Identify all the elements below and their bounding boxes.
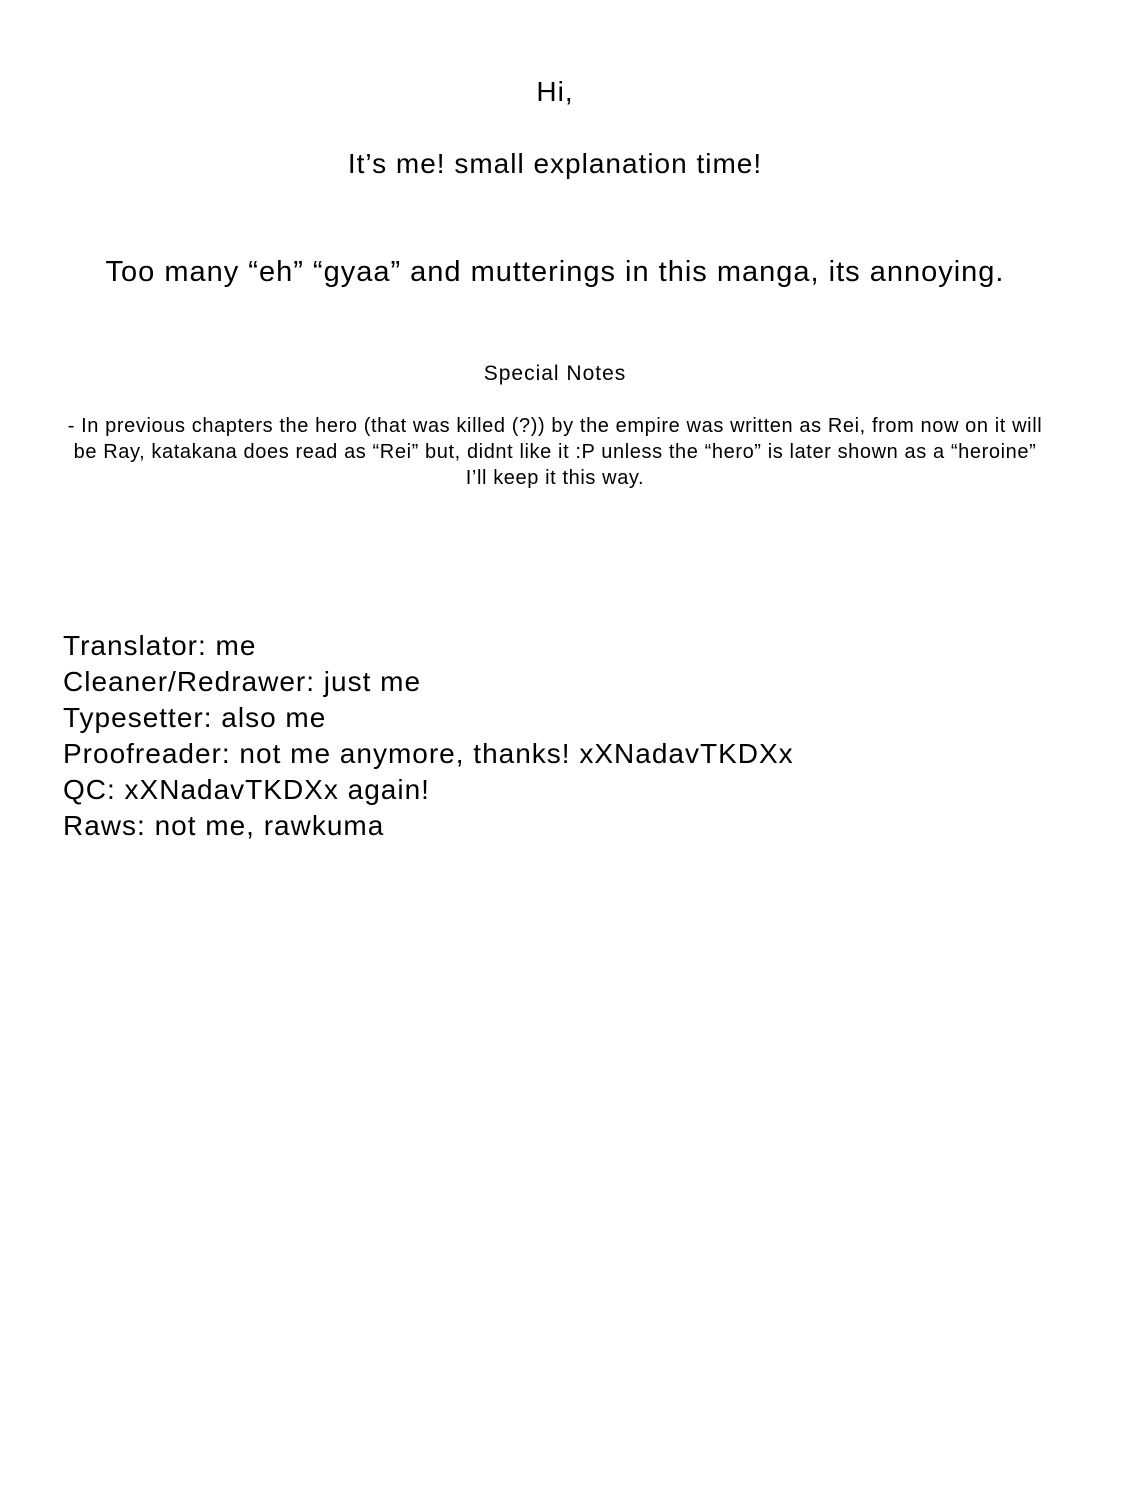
greeting-text: Hi, xyxy=(536,76,574,107)
credit-proofreader: Proofreader: not me anymore, thanks! xXNadavTKDXx xyxy=(63,738,794,769)
complaint-text: Too many “eh” “gyaa” and mutterings in this manga, its annoying. xyxy=(105,256,1005,288)
credit-translator: Translator: me xyxy=(63,630,257,661)
special-notes-heading: Special Notes xyxy=(483,362,627,385)
credit-qc: QC: xXNadavTKDXx again! xyxy=(63,774,430,805)
credits-list xyxy=(63,628,1063,844)
credit-typesetter: Typesetter: also me xyxy=(63,702,327,733)
credit-raws: Raws: not me, rawkuma xyxy=(63,810,385,841)
credit-cleaner-redrawer: Cleaner/Redrawer: just me xyxy=(63,666,422,697)
special-notes-body: - In previous chapters the hero (that was killed (?)) by the empire was written as Rei, from now on it will be Ray, katakana does read as “Rei” but, didnt like it :P unless the “hero” is later shown as a “heroine” I’ll keep it this way. xyxy=(67,415,1043,489)
intro-text: It’s me! small explanation time! xyxy=(347,148,763,179)
